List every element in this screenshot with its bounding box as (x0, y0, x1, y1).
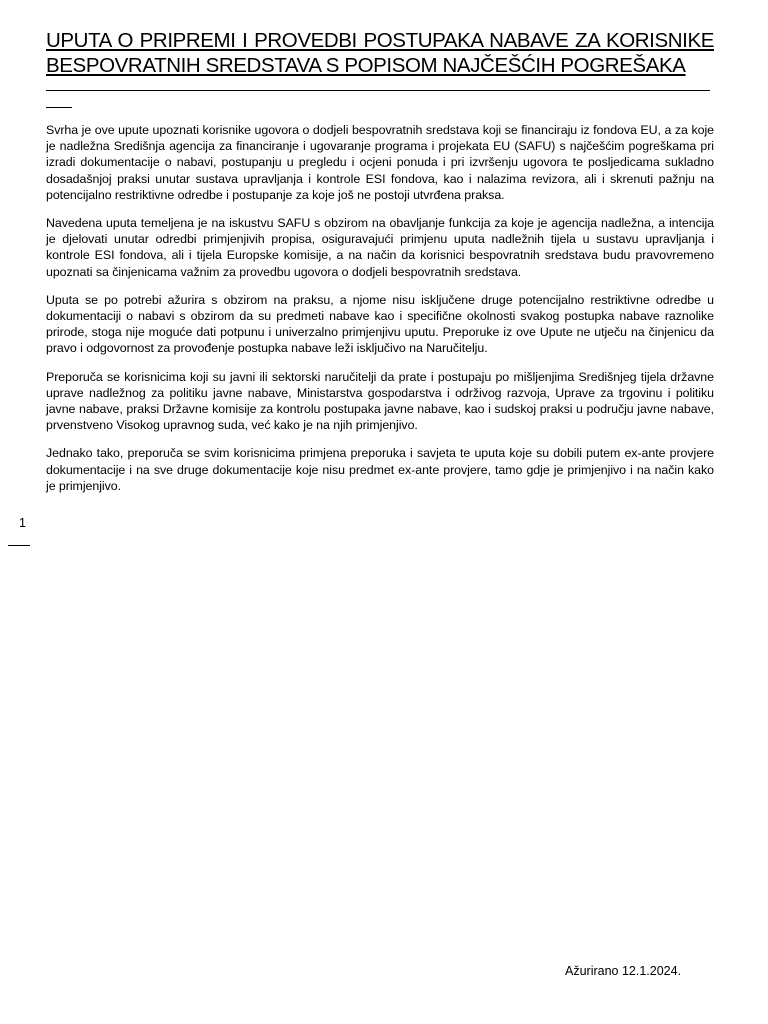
document-body (46, 122, 714, 506)
paragraph-recommendation: Preporuča se korisnicima koji su javni ili sektorski naručitelji da prate i postupaju po mišljenjima Središnjeg tijela državne uprave nadležnog za politiku javne nabave, Ministarstva gospodarstva i održivog razvoja, Uprave za trgovinu i politiku javne nabave, praksi Državne komisije za kontrolu postupaka javne nabave, kao i sudskoj praksi u području javne nabave, prvenstveno Visokog upravnog suda, već kako je na njih primjenjivo. (46, 369, 714, 433)
paragraph-updates: Uputa se po potrebi ažurira s obzirom na praksu, a njome nisu isključene druge potencijalno restriktivne odredbe u dokumentaciji o nabavi s obzirom da su predmeti nabave kao i specifične okolnosti svakog postupka nabave raznolike prirode, stoga nije moguće dati potpunu i univerzalno primjenjivu uputu. Preporuke iz ove Upute ne utječu na činjenicu da pravo i odgovornost za provođenje postupka nabave leži isključivo na Naručitelju. (46, 292, 714, 356)
updated-date: Ažurirano 12.1.2024. (565, 964, 682, 978)
paragraph-purpose: Svrha je ove upute upoznati korisnike ugovora o dodjeli bespovratnih sredstava koji se financiraju iz fondova EU, a za koje je nadležna Središnja agencija za financiranje i ugovaranje programa i projekata EU (SAFU) s najčešćim pogreškama pri izradi dokumentacije o nabavi, postupanju u pregledu i ocjeni ponuda i pri izvršenju ugovora te posljedicama sukladno dosadašnjoj praksi unutar sustava upravljanja i kontrole ESI fondova, kao i nalazima revizora, ali i skrenuti pažnju na potencijalno restriktivne odredbe i postupanje za koje još ne postoji utvrđena praksa. (46, 123, 714, 202)
paragraph-ex-ante: Jednako tako, preporuča se svim korisnicima primjena preporuka i savjeta te uputa koje su dobili putem ex-ante provjere dokumentacije i na sve druge dokumentacije koje nisu predmet ex-ante provjere, tamo gdje je primjenjivo i na način kako je primjenjivo. (46, 446, 714, 493)
footnote-marker: 1 (19, 516, 26, 530)
footnote-separator-line (8, 545, 30, 546)
title-separator-short-line (46, 107, 72, 108)
title-separator-line (46, 90, 710, 91)
document-title: UPUTA O PRIPREMI I PROVEDBI POSTUPAKA NABAVE ZA KORISNIKE BESPOVRATNIH SREDSTAVA S POPISOM NAJČEŠĆIH POGREŠAKA (46, 29, 714, 77)
paragraph-basis: Navedena uputa temeljena je na iskustvu SAFU s obzirom na obavljanje funkcija za koje je agencija nadležna, a intencija je djelovati unutar odredbi primjenjivih propisa, osiguravajući primjenu uputa nadležnih tijela u sustavu upravljanja i kontrole ESI fondova, ali i tijela Europske komisije, a na način da korisnici bespovratnih sredstava budu pravovremeno upoznati sa činjenicama važnim za provedbu ugovora o dodjeli bespovratnih sredstava. (46, 216, 714, 279)
